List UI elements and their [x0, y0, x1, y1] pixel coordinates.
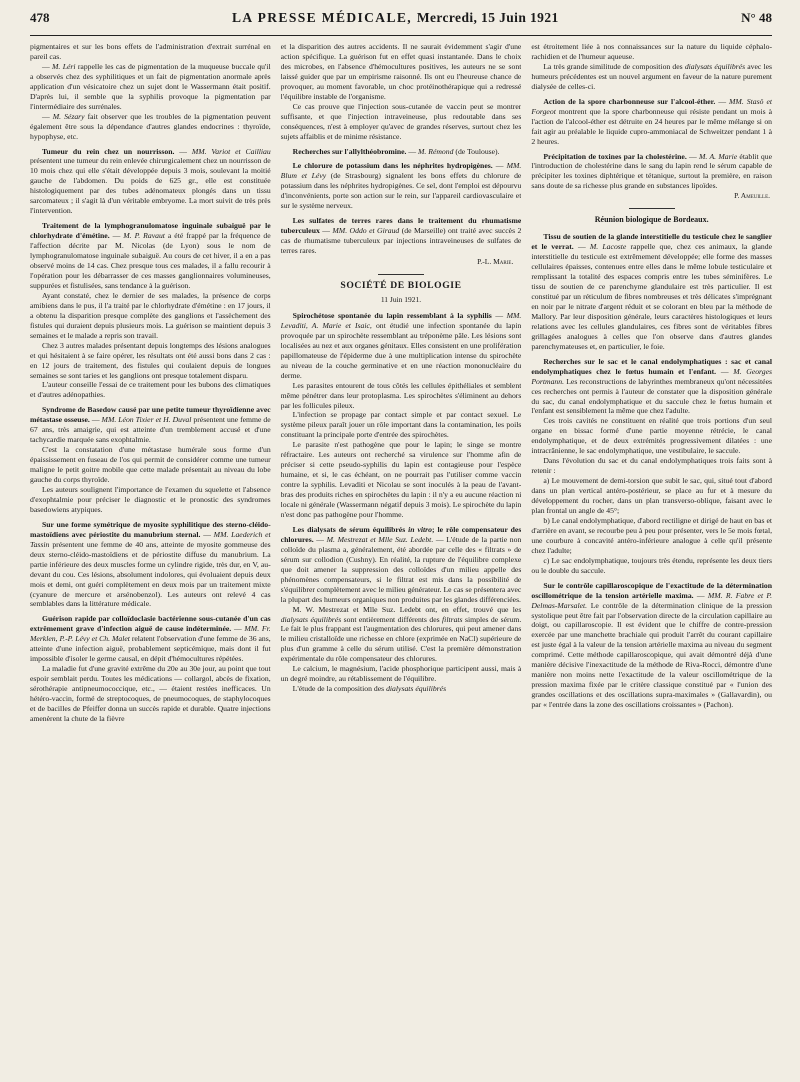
author-name: M. Mestrezat et Mlle Suz. Ledebt. [326, 534, 434, 544]
author-name: MM. Fr. Merklen, P.-P. Lévy et Ch. Malet [30, 624, 271, 644]
author-name: MM. Blum et Lévy [280, 161, 522, 181]
article-entry: Spirochétose spontanée du lapin ressemblant à la syphilis — MM. Levaditi, A. Marie et Isaic, ont étudié une infection spontanée du lapin provoquée par un spirochète ressemblant au tréponème pâle. Les lésions sont localisées au nez et aux organes génitaux. Elles consistent en une prolifération papillomateuse de l'épiderme due à une multiplication intense du spirochète au niveau de la couche germinative et en une réaction mononucléaire du derme. [280, 310, 522, 380]
author-name: MM. Levaditi, A. Marie et Isaic, [280, 310, 522, 330]
author-name: M. Rémond [418, 146, 454, 156]
subsection-title: Réunion biologique de Bordeaux. [594, 215, 709, 225]
issue-number: N° 48 [741, 10, 772, 25]
journal-title [232, 10, 559, 26]
column-middle [281, 42, 522, 1082]
author-name: MM. Variot et Cailliau [191, 146, 271, 156]
column-right [531, 42, 772, 1082]
paragraph: pigmentaires et sur les bons effets de l'administration d'extrait surrénal en pareil cas. [30, 42, 271, 61]
author-name: M. P. Ravaut [123, 231, 165, 241]
paragraph: M. W. Mestrezat et Mlle Suz. Ledebt ont, en effet, trouvé que les dialysats équilibrés sont entièrement différents des filtrats simples de sérum. Le fait le plus frappant est l'augmentation des chlorures, qui peut amener dans le milieu cristalloïde une richesse en chlore (exprimée en NaCl) supérieure de plus d'un gramme à celle du sérum utilisé. C'est la première démonstration expérimentale du rôle compensateur des chlorures. [280, 604, 522, 664]
article-heading: Guérison rapide par colloïdoclasie bactérienne sous-cutanée d'un cas extrêmement grave d'infection aiguë de cause indéterminée. [30, 614, 271, 634]
article-heading: Les dialysats de sérum équilibrés in vitro; le rôle compensateur des chlorures. [280, 524, 522, 544]
article-heading: Recherches sur l'allylthéobromine. [292, 146, 407, 156]
article-entry: Recherches sur le sac et le canal endolymphatiques : sac et canal endolymphatiques chez le fœtus humain et l'enfant. — M. Georges Portmann. Les reconstructions de labyrinthes membraneux qu'ont nécessitées ces recherches ont permis à l'auteur de constater que la disposition générale du sac, du canal endolymphatique et du saccule chez le fœtus humain et l'enfant est sensiblement la même que chez l'adulte. [531, 356, 772, 416]
text-columns [30, 42, 772, 1082]
author-name: MM. Oddo et Giraud [332, 226, 400, 236]
article-heading: Précipitation de toxines par la cholestérine. [543, 151, 687, 161]
article-entry: Recherches sur l'allylthéobromine. — M. Rémond (de Toulouse). [292, 146, 500, 156]
paragraph: est étroitement liée à nos connaissances sur la nature du liquide céphalo-rachidien et de l'humeur aqueuse. [531, 42, 772, 61]
section-divider [378, 274, 424, 275]
paragraph: L'étude de la composition des dialysats équilibrés [292, 684, 447, 694]
paragraph: La maladie fut d'une gravité extrême du 20e au 30e jour, au point que tout espoir semblait perdu. Toutes les médications — collargol, abcès de fixation, sérothérapie antipneumococcique, etc., — étaient restées inefficaces. Un hétéro-vaccin, formé de streptocoques, de pneumocoques, de staphylocoques et de bacilles de Pfeiffer donna un succès rapide et durable. Quatre injections amenèrent la chute de la fièvre [30, 664, 271, 723]
paragraph: C'est la constatation d'une métastase humérale sous forme d'un épaississement en fuseau de l'os qui permit de considérer comme une tumeur maligne le petit goitre mobile que cette malade présentait au niveau du lobe gauche du corps thyroïde. [30, 445, 271, 485]
paragraph: Le parasite n'est pathogène que pour le lapin; le singe se montre réfractaire. Les auteurs ont recherché sa virulence sur l'homme afin de préciser si cette pseudo-syphilis du lapin est contagieuse pour l'espèce humaine, et si, le cas échéant, on ne pourrait pas l'utiliser comme vaccin contre la syphilis. Levaditi et Nicolau se sont inoculés à la peau de l'avant-bras des produits riches en spirochètes du lapin : il n'y a eu aucune réaction ni locale ni générale (Wassermann négatif depuis 3 mois). Le spirochète du lapin n'est donc pas pathogène pour l'homme. [280, 440, 522, 519]
article-entry: Le chlorure de potassium dans les néphrites hydropigènes. — MM. Blum et Lévy (de Strasbourg) signalent les bons effets du chlorure de potassium dans les néphrites hydropigènes. Ce sel, dont l'emploi est dépourvu d'inconvénients, porte son action sur le rein, sur l'appareil cardiovasculaire et sur le système nerveux. [280, 161, 522, 211]
page-number: 478 [30, 10, 50, 25]
paragraph: et la disparition des autres accidents. Il ne saurait évidemment s'agir d'une action spécifique. La guérison fut en effet quasi instantanée. Dans le choix des microbes, en l'absence d'hémocultures positives, les auteurs ne se sont laissé guider que par un empirisme raisonné. Ils ont eu l'heureuse chance de provoquer, au moment favorable, un choc protéinothérapique qui a redressé l'équilibre instable de l'organisme. [280, 42, 522, 101]
article-entry: Les dialysats de sérum équilibrés in vitro; le rôle compensateur des chlorures. — M. Mestrezat et Mlle Suz. Ledebt. — L'étude de la partie non colloïde du plasma a, généralement, été abordée par celle des « filtrats » de sérum sur collodion (Cushny). En réalité, la rupture de l'équilibre complexe que doit amener la suppression des colloïdes d'un milieu appelle des phénomènes compensateurs, si le filtrat est mis dans la possibilité de s'équilibrer complètement avec le milieu générateur. Le cas se présentera avec la plupart des humeurs organiques non produites par les glandes différenciées. [280, 524, 522, 604]
paragraph: L'infection se propage par contact simple et par contact sexuel. Le système pileux paraît jouer un rôle important dans la contamination, les poils constituant la principale porte d'entrée des spirochètes. [280, 410, 522, 440]
article-heading: Sur le contrôle capillaroscopique de l'exactitude de la détermination oscillométrique de la tension artérielle maxima. [531, 580, 772, 600]
issue-date: Mercredi, 15 Juin 1921 [416, 10, 559, 25]
paragraph: Dans l'évolution du sac et du canal endolymphatiques trois faits sont à retenir : [531, 456, 772, 476]
paragraph: a) Le mouvement de demi-torsion que subit le sac, qui, situé tout d'abord dans un plan vertical antéro-postérieur, se place au fur et à mesure du développement du rocher, dans un plan transverso-oblique, faisant avec le plan frontal un angle de 45°; [531, 476, 772, 515]
signature: P. Ameuille. [734, 191, 771, 201]
author-name: MM. R. Fabre et P. Delmas-Marsalet. [531, 590, 772, 610]
author-name: M. Georges Portmann. [531, 366, 772, 386]
paragraph: Les parasites entourent de tous côtés les cellules épithéliales et semblent même pénétrer dans leur protoplasma. Les spirochètes s'éliminent au dehors par les follicules pileux. [280, 380, 522, 410]
article-heading: Traitement de la lymphogranulomatose inguinale subaiguë par le chlorhydrate d'émétine. [30, 221, 271, 241]
author-name: MM. Léon Tixier et H. Duval [101, 415, 192, 425]
paragraph: Ayant constaté, chez le dernier de ses malades, la présence de corps amibiens dans le pus, il l'a traité par le chlorhydrate d'émétine : en 17 jours, il a obtenu la disparition presque complète des ganglions et l'assèchement des fistules qui duraient depuis plusieurs mois. La guérison se maintient depuis 3 semaines et le malade a repris son travail. [30, 290, 271, 340]
article-entry: Tumeur du rein chez un nourrisson. — MM. Variot et Cailliau présentent une tumeur du rein enlevée chirurgicalement chez un nourrisson de 10 mois chez qui elle s'était développée depuis 3 mois, soulevant la moitié gauche de l'abdomen. Du poids de 625 gr., elle est constituée histologiquement par des tubes adénomateux plongés dans un tissu sarcomateux ; il s'agit là d'un véritable embryome. La mort suivit de très près l'intervention. [30, 146, 271, 216]
paragraph: L'auteur conseille l'essai de ce traitement pour les bubons des climatiques et d'autres adénopathies. [30, 380, 271, 400]
author-name: MM. Laederich et Tassin [30, 529, 271, 549]
article-entry: Syndrome de Basedow causé par une petite tumeur thyroïdienne avec métastase osseuse. — MM. Léon Tixier et H. Duval présentent une femme de 67 ans, très amaigrie, qui est atteinte d'un tremblement accusé et d'une tachycardie marquée sans exophtalmie. [30, 405, 271, 445]
article-heading: Recherches sur le sac et le canal endolymphatiques : sac et canal endolymphatiques chez le fœtus humain et l'enfant. [531, 356, 772, 376]
article-entry: Les sulfates de terres rares dans le traitement du rhumatisme tuberculeux — MM. Oddo et Giraud (de Marseille) ont traité avec succès 2 cas de rhumatisme tuberculeux par injections intraveineuses de sulfates de terres rares. [280, 216, 522, 256]
section-title: SOCIÉTÉ DE BIOLOGIE [340, 280, 462, 292]
article-heading: Le chlorure de potassium dans les néphrites hydropigènes. [292, 161, 493, 171]
article-heading: Action de la spore charbonneuse sur l'alcool-éther. [543, 96, 716, 106]
author-name: M. Lacoste [589, 242, 627, 252]
paragraph: — M. Léri rappelle les cas de pigmentation de la muqueuse buccale qu'il a observés chez des syphilitiques et un fait de pigmentation anormale après application d'un vésicatoire chez un sujet dont le Wassermann était positif. D'après lui, il semble que la syphilis provoque la pigmentation par l'intermédiaire des surrénales. [30, 61, 271, 111]
article-entry: Traitement de la lymphogranulomatose inguinale subaiguë par le chlorhydrate d'émétine. — M. P. Ravaut a été frappé par la fréquence de l'affection décrite par M. Nicolas (de Lyon) sous le nom de lymphogranulomatose inguinale subaiguë. Au cours de cet hiver, il a en a pas observé moins de 14 cas. Chez presque tous ces malades, il a fallu recourir à l'opération pour les débarrasser de ces masses ganglionnaires volumineuses, suppurées et fistulisées, sans tendance à la guérison. [30, 221, 271, 290]
paragraph: Ce cas prouve que l'injection sous-cutanée de vaccin peut se montrer suffisante, et que l'injection intraveineuse, plus redoutable dans ses conséquences, n'est à employer qu'avec de grandes réserves, surtout chez les sujets affaiblis et de minime résistance. [280, 101, 522, 141]
article-heading: Tumeur du rein chez un nourrisson. [42, 146, 175, 156]
article-entry: Action de la spore charbonneuse sur l'alcool-éther. — MM. Stasö et Forgeot montrent que la spore charbonneuse qui résiste pendant un mois à l'action de l'alcool-éther est détruite en 24 heures par le même mélange si on fait agir au préalable le liquide cupro-ammoniacal de Schweitzer pendant 1 à 2 heures. [531, 96, 772, 146]
journal-name: LA PRESSE MÉDICALE, [232, 10, 413, 25]
article-heading: Syndrome de Basedow causé par une petite tumeur thyroïdienne avec métastase osseuse. [30, 405, 271, 425]
author-name: M. Sézary [52, 111, 85, 121]
author-name: M. Léri [52, 61, 76, 71]
section-date: 11 Juin 1921. [380, 294, 422, 304]
paragraph: Ces trois cavités ne constituent en réalité que trois portions d'un seul organe en bissac formé d'une partie moyenne rétrécie, le canal endolymphatique, et de deux extrémités progressivement dilatées : une intracrânienne, le sac endolymphatique, une vestibulaire, le saccule. [531, 416, 772, 456]
article-heading: Sur une forme symétrique de myosite syphilitique des sterno-cléido-mastoïdiens avec périostite du manubrium sternal. [30, 519, 271, 539]
paragraph: Les auteurs soulignent l'importance de l'examen du squelette et l'absence d'exophtalmie pour préciser le diagnostic et le pronostic des syndromes basedowiens atypiques. [30, 484, 271, 514]
paragraph: b) Le canal endolymphatique, d'abord rectiligne et dirigé de haut en bas et d'arrière en avant, se recourbe peu à peu pour présenter, vers le 5e mois fœtal, une courbure à concavité antéro-inférieure analogue à celle qu'il présente chez l'adulte; [531, 515, 772, 555]
article-entry: Guérison rapide par colloïdoclasie bactérienne sous-cutanée d'un cas extrêmement grave d'infection aiguë de cause indéterminée. — MM. Fr. Merklen, P.-P. Lévy et Ch. Malet relatent l'observation d'une femme de 36 ans, atteinte d'une infection aiguë, probablement septicémique, mais dont il fut impossible d'isoler le germe causal, en dépit d'hémocultures répétées. [30, 614, 271, 664]
paragraph: — M. Sézary fait observer que les troubles de la pigmentation peuvent également être sous la dépendance d'autres glandes endocrines : thyroïde, hypophyse, etc. [30, 111, 271, 141]
article-heading: Spirochétose spontanée du lapin ressemblant à la syphilis [292, 310, 492, 320]
paragraph: c) Le sac endolymphatique, toujours très étendu, représente les deux tiers ou le double du saccule. [531, 555, 772, 575]
article-entry: Précipitation de toxines par la cholestérine. — M. A. Marie établit que l'introduction de cholestérine dans le sang du lapin rend le sérum capable de précipiter les toxines diphtérique et tétanique, surtout la première, en raison sans doute de sa richesse plus grande en substances lipoïdes. [531, 151, 772, 191]
article-heading: Tissu de soutien de la glande interstitielle du testicule chez le sanglier et le verrat. [531, 232, 772, 252]
paragraph: La très grande similitude de composition des dialysats équilibrés avec les humeurs précédentes est un nouvel argument en faveur de la nature purement dialysée de celles-ci. [531, 61, 772, 91]
paragraph: Chez 3 autres malades présentant depuis longtemps des lésions analogues et qui hésitaient à se faire opérer, les résultats ont été aussi bons dans 2 cas : en 12 jours de traitement, des fistules qui coulaient depuis de longues semaines se sont taries et les ganglions ont presque totalement disparu. [30, 340, 271, 380]
paragraph: Le calcium, le magnésium, l'acide phosphorique participent aussi, mais à un degré moindre, au rétablissement de l'équilibre. [280, 664, 522, 684]
author-name: MM. Stasö et Forgeot [531, 96, 772, 116]
author-name: M. A. Marie [699, 151, 738, 161]
article-entry: Sur une forme symétrique de myosite syphilitique des sterno-cléido-mastoïdiens avec périostite du manubrium sternal. — MM. Laederich et Tassin présentent une femme de 40 ans, atteinte de myosite gommeuse des deux sterno-cléido-mastoïdiens et de périostite diffuse du manubrium. La partie inférieure des deux muscles forme un cylindre rigide, très dur, en V, au-devant du cou. Ces lésions, absolument indolores, qui évoluaient depuis deux mois et demi, ont guéri complètement en deux mois par un traitement mixte (cyanure de mercure et arsénobenzol). Les auteurs ont relevé 4 cas semblables dans la littérature médicale. [30, 519, 271, 609]
article-entry: Sur le contrôle capillaroscopique de l'exactitude de la détermination oscillométrique de la tension artérielle maxima. — MM. R. Fabre et P. Delmas-Marsalet. Le contrôle de la détermination clinique de la pression systolique peut être fait par l'observation directe de la circulation capillaire au doigt, ou capillaroscopie. Il est évident que le chiffre de contre-pression exercée par une manchette brachiale qui produit l'arrêt du courant capillaire est juste égal à la valeur de la tension artérielle maxima au niveau du segment comprimé. Cette méthode capillaroscopique, qui avait démontré déjà d'une manière décisive l'inexactitude de la méthode de Riva-Rocci, démontre d'une manière non moins nette l'exactitude de la valeur oscillométrique de la pression maxima fixée par le critère classique constitué par « l'union des grandes oscillations et des oscillations supra-maximales » (Gallavardin), ou par « l'entrée dans la zone des oscillations croissantes » (Pachon). [531, 580, 772, 710]
section-divider [629, 208, 675, 209]
signature: P.-L. Marie. [477, 257, 514, 267]
article-entry: Tissu de soutien de la glande interstitielle du testicule chez le sanglier et le verrat. — M. Lacoste rappelle que, chez ces animaux, la glande interstitielle du testicule est extrêmement développée; elle forme des masses cellulaires épaisses, contenues entre elles dans le même lobule testiculaire et remplissant la totalité des espaces compris entre les tubes séminifères. Le tissu de soutien de ce parenchyme glandulaire est très particulier. Il est constitué par un réticulum de fibres nombreuses et très délicates s'imprégnant en noir par le nitrate d'argent réduit et se colorant en bleu par la méthode de Mallory. Par leur disposition générale, leurs caractères histologiques et leurs relations avec les cellules glandulaires, ces fibres sont de véritables fibres grillagées analogues à celles que l'on observe dans d'autres glandes parenchymateuses et, en particulier, le foie. [531, 232, 772, 351]
column-left [30, 42, 271, 1082]
page-header [30, 10, 772, 36]
article-heading: Les sulfates de terres rares dans le traitement du rhumatisme tuberculeux [280, 216, 522, 236]
